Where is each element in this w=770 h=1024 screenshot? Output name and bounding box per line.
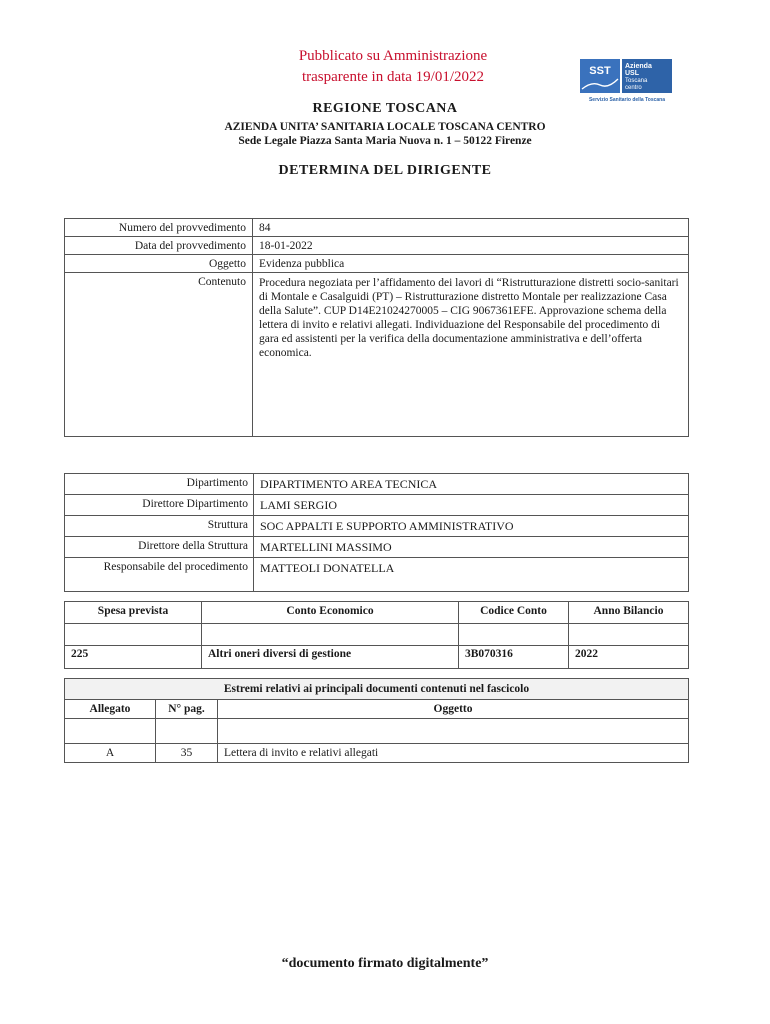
azienda-heading: AZIENDA UNITA’ SANITARIA LOCALE TOSCANA CENTRO: [224, 121, 546, 133]
table-header-row: [65, 700, 689, 719]
table-row: [65, 558, 689, 592]
oggetto-label: Oggetto: [65, 255, 253, 273]
pagine-header: N° pag.: [156, 700, 218, 719]
oggetto-value: Evidenza pubblica: [253, 255, 689, 273]
allegato-oggetto-value: Lettera di invito e relativi allegati: [218, 744, 689, 763]
stamp-line-1: Pubblicato su Amministrazione: [298, 48, 488, 64]
spesa-value: 225: [65, 646, 202, 669]
publication-stamp: [278, 46, 508, 88]
spesa-table: [64, 601, 689, 669]
digital-signature-note: “documento firmato digitalmente”: [281, 956, 489, 971]
responsabile-label: Responsabile del procedimento: [65, 558, 254, 592]
responsabile-value: MATTEOLI DONATELLA: [254, 558, 689, 592]
struttura-value: SOC APPALTI E SUPPORTO AMMINISTRATIVO: [254, 516, 689, 537]
conto-value: Altri oneri diversi di gestione: [202, 646, 459, 669]
stamp-line-2: trasparente in data 19/01/2022: [301, 69, 485, 85]
table-header-row: [65, 602, 689, 624]
allegati-caption: Estremi relativi ai principali documenti contenuti nel fascicolo: [65, 679, 689, 700]
table-row: [65, 273, 689, 437]
codice-header: Codice Conto: [459, 602, 569, 624]
data-value: 18-01-2022: [253, 237, 689, 255]
direttore-struttura-value: MARTELLINI MASSIMO: [254, 537, 689, 558]
logo-text-2: USL: [625, 70, 639, 77]
direttore-dipartimento-label: Direttore Dipartimento: [65, 495, 254, 516]
sede-legale: Sede Legale Piazza Santa Maria Nuova n. 1 – 50122 Firenze: [238, 135, 532, 147]
azienda-usl-logo: [578, 57, 676, 103]
conto-header: Conto Economico: [202, 602, 459, 624]
table-row: [65, 537, 689, 558]
table-row: [65, 237, 689, 255]
dipartimento-value: DIPARTIMENTO AREA TECNICA: [254, 474, 689, 495]
contenuto-label: Contenuto: [65, 273, 253, 437]
oggetto-header: Oggetto: [218, 700, 689, 719]
table-row: [65, 474, 689, 495]
spesa-header: Spesa prevista: [65, 602, 202, 624]
provvedimento-table: [64, 218, 689, 437]
allegati-table: [64, 678, 689, 763]
logo-mark: SST: [589, 65, 611, 77]
anno-header: Anno Bilancio: [569, 602, 689, 624]
data-label: Data del provvedimento: [65, 237, 253, 255]
dipartimento-label: Dipartimento: [65, 474, 254, 495]
pagine-value: 35: [156, 744, 218, 763]
document-title: DETERMINA DEL DIRIGENTE: [278, 163, 492, 178]
logo-text-4: centro: [625, 85, 642, 91]
numero-value: 84: [253, 219, 689, 237]
logo-text-3: Toscana: [625, 78, 648, 84]
table-row: [65, 219, 689, 237]
logo-text-1: Azienda: [625, 63, 652, 70]
struttura-table: [64, 473, 689, 592]
struttura-label: Struttura: [65, 516, 254, 537]
table-row: [65, 516, 689, 537]
contenuto-value: Procedura negoziata per l’affidamento dei lavori di “Ristrutturazione distretti socio-sanitari di Montale e Casalguidi (PT) – Ristrutturazione distretto Montale per realizzazione Casa della Salute”. CUP D14E21024270005 – CIG 9067361EFE. Approvazione schema della lettera di invito e relativi allegati. Individuazione del Responsabile del procedimento di gara ed assistenti per la verifica della documentazione amministrativa e dell’offerta economica.: [253, 273, 689, 437]
table-caption-row: [65, 679, 689, 700]
table-row: [65, 719, 689, 744]
direttore-dipartimento-value: LAMI SERGIO: [254, 495, 689, 516]
codice-value: 3B070316: [459, 646, 569, 669]
table-row: [65, 624, 689, 646]
numero-label: Numero del provvedimento: [65, 219, 253, 237]
table-row: [65, 495, 689, 516]
logo-caption: Servizio Sanitario della Toscana: [588, 97, 666, 103]
allegato-value: A: [65, 744, 156, 763]
allegato-header: Allegato: [65, 700, 156, 719]
direttore-struttura-label: Direttore della Struttura: [65, 537, 254, 558]
region-heading: REGIONE TOSCANA: [312, 101, 458, 116]
table-row: [65, 646, 689, 669]
table-row: [65, 255, 689, 273]
table-row: [65, 744, 689, 763]
anno-value: 2022: [569, 646, 689, 669]
